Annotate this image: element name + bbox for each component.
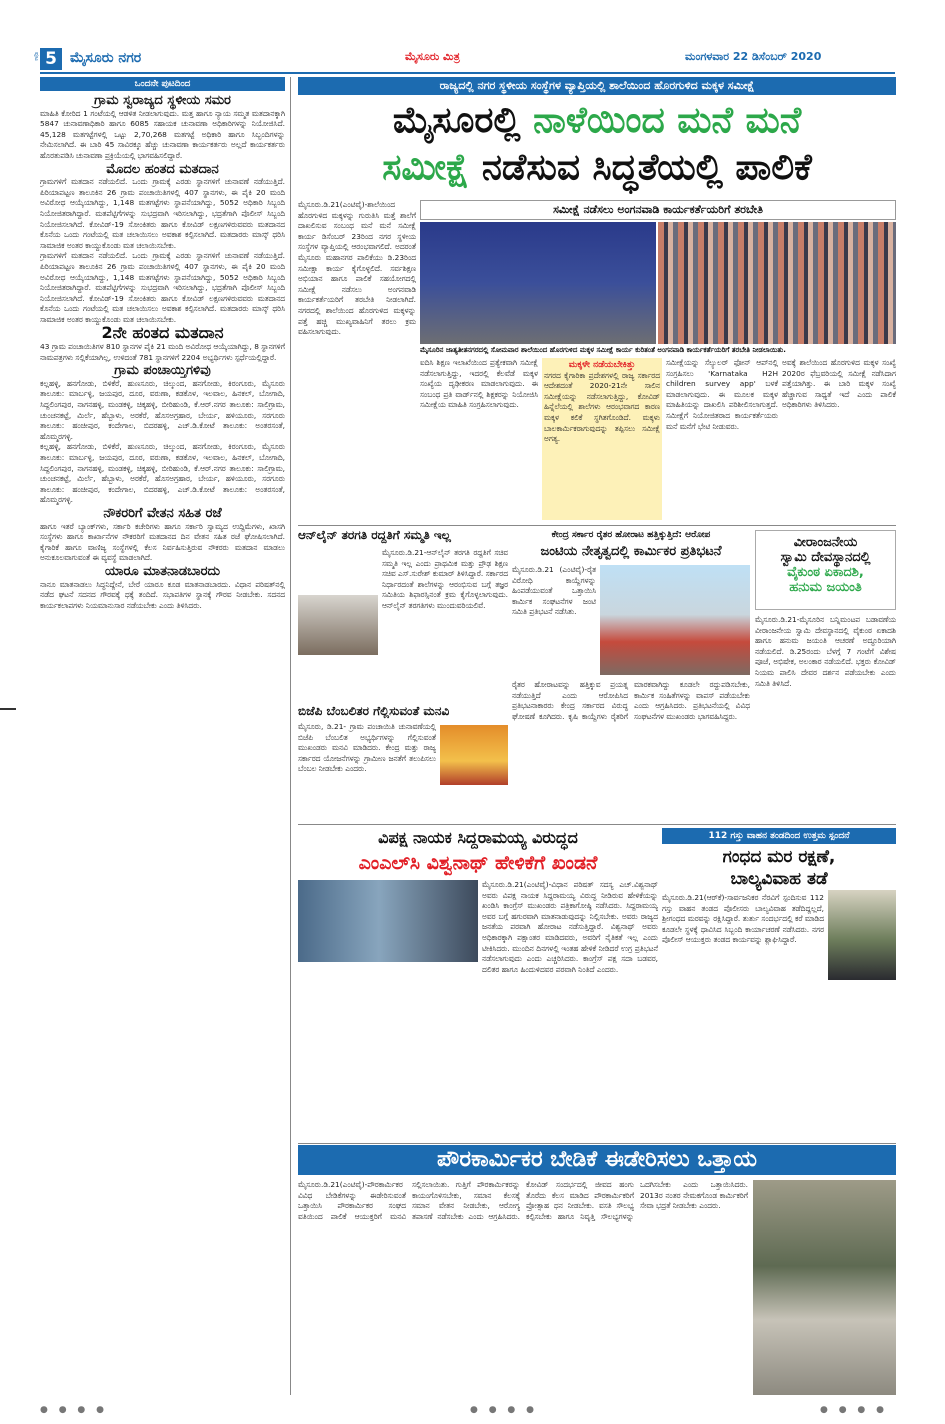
left-paragraph-5: ಹಾಗೂ ಇತರೆ ಬ್ಯಾಂಕ್‌ಗಳು, ಸರ್ಕಾರಿ ಕಚೇರಿಗಳು ಹಾಗೂ ಸರ್ಕಾರಿ ಸ್ವಾಮ್ಯದ ಉದ್ದಿಮೆಗಳು, ಖಾಸಗಿ ಸಂಸ್ಥೆಗಳು ಹಾಗೂ ಕಾರ್ಖಾನೆಗಳ ನೌಕರರಿಗೆ ಮತದಾನದ ದಿನ ವೇತನ ಸಹಿತ ರಜೆ ಘೋಷಿಸಲಾಗಿದೆ. ಕೈಗಾರಿಕೆ ಹಾಗೂ ವಾಣಿಜ್ಯ ಸಂಸ್ಥೆಗಳಲ್ಲಿ ಕೆಲಸ ನಿರ್ವಹಿಸುತ್ತಿರುವ ನೌಕರರು ಮತದಾನ ಮಾಡಲು ಅನುಕೂಲವಾಗುವಂತೆ ಈ ವ್ಯವಸ್ಥೆ ಮಾಡಲಾಗಿದೆ.: [40, 521, 285, 563]
left-heading-1: ಗ್ರಾಮ ಸ್ವರಾಜ್ಯದ ಸ್ಥಳೀಯ ಸಮರ: [94, 93, 231, 108]
registration-marks-center: ● ● ● ●: [470, 1405, 538, 1415]
training-photo-stage: [420, 222, 656, 344]
section-rule-2: [298, 824, 896, 825]
lead-body-col3: ಸಮೀಕ್ಷೆಯನ್ನು ಸೆಲ್ಯುಲರ್ ಫೋನ್ ಆಪ್‌ನಲ್ಲಿ ಸಂಗ್ರಹಿಸಲು 'Karnataka H2H children survey app' ಬಳಕೆ ಮಾಡಲಾಗುವುದು. ಈ ಮೂಲಕ ಮಕ್ಕಳ ಮಾಹಿತಿಯನ್ನು ದಾಖಲಿಸಿ ಪರಿಶೀಲಿಸಲಾಗುತ್ತದೆ. ಸಮೀಕ್ಷೆಗೆ ನಿಯೋಜಿತರಾದ ಕಾರ್ಯಕರ್ತೆಯರು ಮನೆ ಮನೆಗೆ ಭೇಟಿ ನೀಡುವರು.: [666, 358, 778, 431]
left-heading-2: ಮೊದಲ ಹಂತದ ಮತದಾನ: [106, 161, 219, 177]
temple-headline-line2: ಸ್ವಾಮಿ ದೇವಸ್ಥಾನದಲ್ಲಿ: [780, 550, 871, 565]
police-kicker: 112 ಗಸ್ತು ವಾಹನ ತಂಡದಿಂದ ಉತ್ತಮ ಸ್ಪಂದನೆ: [662, 828, 896, 844]
online-class-body: ಮೈಸೂರು.ಡಿ.21-ಆನ್‌ಲೈನ್ ತರಗತಿ ರದ್ದತಿಗೆ ಸಚಿವ ಸಮ್ಮತಿ ಇಲ್ಲ ಎಂದು ಪ್ರಾಥಮಿಕ ಮತ್ತು ಪ್ರೌಢ ಶಿಕ್ಷಣ ಸಚಿವ ಎಸ್.ಸುರೇಶ್ ಕುಮಾರ್ ತಿಳಿಸಿದ್ದಾರೆ. ಸರ್ಕಾರದ ನಿರ್ಧಾರದಂತೆ ಶಾಲೆಗಳನ್ನು ಆರಂಭಿಸುವ ಬಗ್ಗೆ ತಜ್ಞರ ಸಮಿತಿಯ ಶಿಫಾರಸ್ಸಿನಂತೆ ಕ್ರಮ ಕೈಗೊಳ್ಳಲಾಗುವುದು. ಆನ್‌ಲೈನ್ ತರಗತಿಗಳು ಮುಂದುವರಿಯಲಿವೆ.: [382, 548, 508, 610]
lead-kicker: ರಾಜ್ಯದಲ್ಲಿ ನಗರ ಸ್ಥಳೀಯ ಸಂಸ್ಥೆಗಳ ವ್ಯಾಪ್ತಿಯಲ್ಲಿ ಶಾಲೆಯಿಂದ ಹೊರಗುಳಿದ ಮಕ್ಕಳ ಸಮೀಕ್ಷೆ: [298, 77, 896, 95]
police-body: ಮೈಸೂರು.ಡಿ.21(ಆರ್‌ಕೆ)-ಸಾರ್ವಜನಿಕರ ನೆರವಿಗೆ ಸ್ಪಂದಿಸುವ 112 ಗಸ್ತು ವಾಹನ ತಂಡದ ಪೊಲೀಸರು ಬಾಲ್ಯವಿವಾಹ ತಡೆದಿದ್ದಲ್ಲದೆ, ಶ್ರೀಗಂಧದ ಮರವನ್ನು ರಕ್ಷಿಸಿದ್ದಾರೆ. ತುರ್ತು ಸಂದರ್ಭದಲ್ಲಿ ಕರೆ ಮಾಡಿದ ಕೂಡಲೇ ಸ್ಥಳಕ್ಕೆ ಧಾವಿಸಿದ ಸಿಬ್ಬಂದಿ ಕಾರ್ಯಾಚರಣೆ ನಡೆಸಿದರು. ನಗರ ಪೊಲೀಸ್ ಆಯುಕ್ತರು ತಂಡದ ಕಾರ್ಯವನ್ನು ಶ್ಲಾಘಿಸಿದ್ದಾರೆ.: [662, 893, 824, 945]
protest-photo: [600, 565, 750, 675]
bjp-leader-photo: [440, 725, 508, 785]
section-title: ಮೈಸೂರು ನಗರ: [70, 50, 142, 66]
masthead: ಮೈಸೂರು ಮಿತ್ರ: [405, 50, 460, 63]
lead-body-col4: ಅವಕ್ಕೆ ಶಾಲೆಯಿಂದ ಹೊರಗುಳಿದ ಮಕ್ಕಳ ಸಂಖ್ಯೆ 2020ರ ಫೆಬ್ರವರಿಯಲ್ಲಿ ಸಮೀಕ್ಷೆ ನಡೆಸಿದಾಗ ಪತ್ತೆಯಾಗಿತ್ತು. ಈ ಬಾರಿ ಮಕ್ಕಳ ಸಂಖ್ಯೆ ಹೆಚ್ಚಾಗುವ ಸಾಧ್ಯತೆ ಇದೆ ಎಂದು ಪಾಲಿಕೆ ಅಧಿಕಾರಿಗಳು ತಿಳಿಸಿದರು.: [782, 358, 896, 410]
pourakarmika-headline: ಪೌರಕಾರ್ಮಿಕರ ಬೇಡಿಕೆ ಈಡೇರಿಸಲು ಒತ್ತಾಯ: [298, 1145, 896, 1175]
lead-sidebar-box: [542, 358, 662, 520]
lead-headline-2b: ನಡೆಸುವ ಸಿದ್ಧತೆಯಲ್ಲಿ ಪಾಲಿಕೆ: [469, 147, 812, 188]
left-paragraph-1: ಮಾಹಿತಿ ಕೋರಿದ 1 ಗಂಟೆಯಲ್ಲಿ ಆಡಳಿತ ನೀಡಲಾಗುವುದು. ಮತ್ತ ಹಾಗೂ ನ್ಯಾಯ ಸಮ್ಮತ ಮತದಾನಕ್ಕಾಗಿ 5847 ಚುನಾವಣಾಧಿಕಾರಿ ಹಾಗೂ 6085 ಸಹಾಯಕ ಚುನಾವಣಾ ಅಧಿಕಾರಿಗಳನ್ನು ನಿಯೋಜಿಸಿದೆ. 45,128 ಮತಗಟ್ಟೆಗಳಲ್ಲಿ ಒಟ್ಟು 2,70,268 ಮತಗಟ್ಟೆ ಅಧಿಕಾರಿ ಹಾಗೂ ಸಿಬ್ಬಂದಿಗಳನ್ನು ನೇಮಿಸಲಾಗಿದೆ. ಈ ಬಾರಿ 45 ಸಾವಿರಕ್ಕೂ ಹೆಚ್ಚು ಚುನಾವಣಾ ಕಾರ್ಯಕರ್ತರು ಅಲ್ಲದೆ ಕಾರ್ಯಕರ್ತರು ಹೊರತುಪಡಿಸಿ ಚುನಾವಣಾ ಪ್ರಕ್ರಿಯೆಯಲ್ಲಿ ಭಾಗವಹಿಸಲಿದ್ದಾರೆ.: [40, 108, 285, 160]
lead-subhead: ಸಮೀಕ್ಷೆ ನಡೆಸಲು ಅಂಗನವಾಡಿ ಕಾರ್ಯಕರ್ತೆಯರಿಗೆ ತರಬೇತಿ: [420, 200, 896, 220]
pourakarmika-body: ಮೈಸೂರು.ಡಿ.21(ಎಂಟಿವೈ)-ಪೌರಕಾರ್ಮಿಕರ ವಿವಿಧ ಬೇಡಿಕೆಗಳನ್ನು ಈಡೇರಿಸುವಂತೆ ಒತ್ತಾಯಿಸಿ ಪೌರಕಾರ್ಮಿಕರ ಸಂಘದ ವತಿಯಿಂದ ಪಾಲಿಕೆ ಆಯುಕ್ತರಿಗೆ ಮನವಿ ಸಲ್ಲಿಸಲಾಯಿತು. ಗುತ್ತಿಗೆ ಪೌರಕಾರ್ಮಿಕರನ್ನು ಕಾಯಂಗೊಳಿಸಬೇಕು, ಸಮಾನ ಕೆಲಸಕ್ಕೆ ಸಮಾನ ವೇತನ ನೀಡಬೇಕು, ಆರೋಗ್ಯ ತಪಾಸಣೆ ನಡೆಸಬೇಕು ಎಂದು ಆಗ್ರಹಿಸಿದರು. ಕೋವಿಡ್ ಸಂದರ್ಭದಲ್ಲಿ ಜೀವದ ಹಂಗು ತೊರೆದು ಕೆಲಸ ಮಾಡಿದ ಪೌರಕಾರ್ಮಿಕರಿಗೆ ಪ್ರೋತ್ಸಾಹ ಧನ ನೀಡಬೇಕು. ವಸತಿ ಸೌಲಭ್ಯ ಕಲ್ಪಿಸಬೇಕು ಹಾಗೂ ನಿವೃತ್ತಿ ಸೌಲಭ್ಯಗಳನ್ನು ಒದಗಿಸಬೇಕು ಎಂದು ಒತ್ತಾಯಿಸಿದರು. 2013ರ ನಂತರ ನೇಮಕಗೊಂಡ ಕಾರ್ಮಿಕರಿಗೆ ಸೇವಾ ಭದ್ರತೆ ನೀಡಬೇಕು ಎಂದರು.: [298, 1180, 748, 1221]
dateline: ಮಂಗಳವಾರ 22 ಡಿಸೆಂಬರ್ 2020: [685, 50, 822, 63]
police-officer-photo: [828, 890, 896, 980]
temple-body: ಮೈಸೂರು.ಡಿ.21-ಮೈಸೂರಿನ ಬನ್ನಿಮಂಟಪ ಬಡಾವಣೆಯ ವೀರಾಂಜನೇಯ ಸ್ವಾಮಿ ದೇವಸ್ಥಾನದಲ್ಲಿ ವೈಕುಂಠ ಏಕಾದಶಿ ಹಾಗೂ ಹನುಮ ಜಯಂತಿ ಆಚರಣೆ ಅದ್ಧೂರಿಯಾಗಿ ನಡೆಯಲಿದೆ. ಡಿ.25ರಂದು ಬೆಳಗ್ಗೆ 7 ಗಂಟೆಗೆ ವಿಶೇಷ ಪೂಜೆ, ಅಭಿಷೇಕ, ಅಲಂಕಾರ ನಡೆಯಲಿದೆ. ಭಕ್ತರು ಕೋವಿಡ್ ನಿಯಮ ಪಾಲಿಸಿ ದೇವರ ದರ್ಶನ ಪಡೆಯಬೇಕು ಎಂದು ಸಮಿತಿ ತಿಳಿಸಿದೆ.: [755, 615, 896, 688]
left-heading-5: ನೌಕರರಿಗೆ ವೇತನ ಸಹಿತ ರಜೆ: [103, 505, 222, 521]
protest-body: ರೈತರ ಹೋರಾಟವನ್ನು ಹತ್ತಿಕ್ಕುವ ಪ್ರಯತ್ನ ನಡೆಯುತ್ತಿದೆ ಎಂದು ಆರೋಪಿಸಿದ ಪ್ರತಿಭಟನಾಕಾರರು ಕೇಂದ್ರ ಸರ್ಕಾರದ ವಿರುದ್ಧ ಘೋಷಣೆ ಕೂಗಿದರು. ಕೃಷಿ ಕಾಯ್ದೆಗಳು ರೈತರಿಗೆ ಮಾರಕವಾಗಿದ್ದು ಕೂಡಲೇ ರದ್ದುಪಡಿಸಬೇಕು, ಕಾರ್ಮಿಕ ಸಂಹಿತೆಗಳನ್ನು ವಾಪಸ್ ಪಡೆಯಬೇಕು ಎಂದು ಆಗ್ರಹಿಸಿದರು. ಪ್ರತಿಭಟನೆಯಲ್ಲಿ ವಿವಿಧ ಸಂಘಟನೆಗಳ ಮುಖಂಡರು ಭಾಗವಹಿಸಿದ್ದರು.: [512, 680, 750, 721]
protest-kicker: ಕೇಂದ್ರ ಸರ್ಕಾರ ರೈತರ ಹೋರಾಟ ಹತ್ತಿಕ್ಕುತ್ತಿದೆ: ಆರೋಪ: [551, 530, 711, 540]
temple-headline-line3: ವೈಕುಂಠ ಏಕಾದಶಿ,: [787, 565, 864, 580]
lead-headline-1b: ನಾಳೆಯಿಂದ ಮನೆ ಮನೆ: [533, 100, 802, 141]
left-heading-6: ಯಾರೂ ಮಾತನಾಡಬಾರದು: [104, 563, 221, 579]
page-number: 5: [40, 48, 62, 70]
bjp-appeal-headline: ಬಿಜೆಪಿ ಬೆಂಬಲಿತರ ಗೆಲ್ಲಿಸುವಂತೆ ಮನವಿ: [298, 704, 450, 718]
page-label: ಪುಟ: [33, 52, 40, 61]
opposition-body: ಮೈಸೂರು.ಡಿ.21(ಎಂಟಿವೈ)-ವಿಧಾನ ಪರಿಷತ್ ಸದಸ್ಯ ಎಚ್.ವಿಶ್ವನಾಥ್ ಅವರು ವಿಪಕ್ಷ ನಾಯಕ ಸಿದ್ದರಾಮಯ್ಯ ವಿರುದ್ಧ ನೀಡಿರುವ ಹೇಳಿಕೆಯನ್ನು ಖಂಡಿಸಿ ಕಾಂಗ್ರೆಸ್ ಮುಖಂಡರು ಪತ್ರಿಕಾಗೋಷ್ಠಿ ನಡೆಸಿದರು. ಸಿದ್ದರಾಮಯ್ಯ ಅವರ ಬಗ್ಗೆ ಹಗುರವಾಗಿ ಮಾತನಾಡುವುದನ್ನು ನಿಲ್ಲಿಸಬೇಕು. ಅವರು ರಾಜ್ಯದ ಜನತೆಯ ಪರವಾಗಿ ಹೋರಾಟ ನಡೆಸುತ್ತಿದ್ದಾರೆ. ವಿಶ್ವನಾಥ್ ಅವರು ಅಧಿಕಾರಕ್ಕಾಗಿ ಪಕ್ಷಾಂತರ ಮಾಡಿದವರು, ಅವರಿಗೆ ನೈತಿಕತೆ ಇಲ್ಲ ಎಂದು ಟೀಕಿಸಿದರು. ಮುಂದಿನ ದಿನಗಳಲ್ಲಿ ಇಂತಹ ಹೇಳಿಕೆ ನೀಡಿದರೆ ಉಗ್ರ ಪ್ರತಿಭಟನೆ ನಡೆಸಲಾಗುವುದು ಎಂದು ಎಚ್ಚರಿಸಿದರು. ಕಾಂಗ್ರೆಸ್ ಪಕ್ಷ ಸದಾ ಬಡವರ, ದಲಿತರ ಹಾಗೂ ಹಿಂದುಳಿದವರ ಪರವಾಗಿ ನಿಂತಿದೆ ಎಂದರು.: [482, 880, 658, 974]
street-sweeper-photo: [753, 1180, 896, 1395]
lead-headline-2a: ಸಮೀಕ್ಷೆ: [382, 147, 470, 188]
police-headline-1: ಗಂಧದ ಮರ ರಕ್ಷಣೆ,: [722, 847, 836, 867]
protest-body-intro: ಮೈಸೂರು.ಡಿ.21 (ಎಂಟಿವೈ)-ರೈತ ವಿರೋಧಿ ಕಾಯ್ದೆಗಳನ್ನು ಹಿಂಪಡೆಯುವಂತೆ ಒತ್ತಾಯಿಸಿ ಕಾರ್ಮಿಕ ಸಂಘಟನೆಗಳ ಜಂಟಿ ಸಮಿತಿ ಪ್ರತಿಭಟನೆ ನಡೆಸಿತು.: [512, 565, 596, 617]
lead-body-col1: ಮೈಸೂರು.ಡಿ.21(ಎಂಟಿವೈ)-ಶಾಲೆಯಿಂದ ಹೊರಗುಳಿದ ಮಕ್ಕಳನ್ನು ಗುರುತಿಸಿ ಮತ್ತೆ ಶಾಲೆಗೆ ದಾಖಲಿಸುವ ಸಂಬಂಧ ಮನೆ ಮನೆ ಸಮೀಕ್ಷೆ ಕಾರ್ಯ ಡಿಸೆಂಬರ್ 23ರಿಂದ ನಗರ ಸ್ಥಳೀಯ ಸಂಸ್ಥೆಗಳ ವ್ಯಾಪ್ತಿಯಲ್ಲಿ ಆರಂಭವಾಗಲಿದೆ. ಅದರಂತೆ ಮೈಸೂರು ಮಹಾನಗರ ಪಾಲಿಕೆಯು ಡಿ.23ರಿಂದ ಸಮೀಕ್ಷಾ ಕಾರ್ಯ ಕೈಗೊಳ್ಳಲಿದೆ. ಸರ್ವಶಿಕ್ಷಣ ಅಭಿಯಾನ ಹಾಗೂ ಪಾಲಿಕೆ ಸಹಯೋಗದಲ್ಲಿ ಸಮೀಕ್ಷೆ ನಡೆಸಲು ಅಂಗನವಾಡಿ ಕಾರ್ಯಕರ್ತೆಯರಿಗೆ ತರಬೇತಿ ನೀಡಲಾಗಿದೆ. ನಗರದಲ್ಲಿ ಶಾಲೆಯಿಂದ ಹೊರಗುಳಿದ ಮಕ್ಕಳನ್ನು ಪತ್ತೆ ಹಚ್ಚಿ ಮುಖ್ಯವಾಹಿನಿಗೆ ತರಲು ಕ್ರಮ ವಹಿಸಲಾಗುವುದು.: [298, 200, 416, 337]
continued-banner: ಒಂದನೇ ಪುಟದಿಂದ: [40, 77, 285, 91]
left-heading-4: ಗ್ರಾಮ ಪಂಚಾಯ್ತಿಗಳಿವು: [114, 363, 211, 379]
lead-photo-caption: ಮೈಸೂರಿನ ಜಾತ್ಯತೀತನಗರದಲ್ಲಿ ಸೋಮವಾರ ಶಾಲೆಯಿಂದ ಹೊರಗುಳಿದ ಮಕ್ಕಳ ಸಮೀಕ್ಷೆ ಕಾರ್ಯ ಕುರಿತಂತೆ ಅಂಗನವಾಡಿ ಕಾರ್ಯಕರ್ತೆಯರಿಗೆ ತರಬೇತಿ ನೀಡಲಾಯಿತು.: [420, 346, 786, 354]
temple-headline-box: [755, 530, 896, 610]
police-headline-2: ಬಾಲ್ಯವಿವಾಹ ತಡೆ: [730, 869, 828, 889]
opposition-headline-1: ವಿಪಕ್ಷ ನಾಯಕ ಸಿದ್ದರಾಮಯ್ಯ ವಿರುದ್ಧದ: [378, 828, 578, 847]
left-paragraph-3: 43 ಗ್ರಾಮ ಪಂಚಾಯಿತಿಗಳ 810 ಸ್ಥಾನಗಳ ಪೈಕಿ 21 ಮಂದಿ ಅವಿರೋಧ ಆಯ್ಕೆಯಾಗಿದ್ದು, 8 ಸ್ಥಾನಗಳಿಗೆ ನಾಮಪತ್ರಗಳು ಸಲ್ಲಿಕೆಯಾಗಿಲ್ಲ, ಉಳಿದಂತೆ 781 ಸ್ಥಾನಗಳಿಗೆ 2204 ಅಭ್ಯರ್ಥಿಗಳು ಸ್ಪರ್ಧೆಯಲ್ಲಿದ್ದಾರೆ.: [40, 342, 285, 362]
registration-marks-right: ● ● ● ●: [820, 1405, 888, 1415]
sidebar-box-title: ಮಕ್ಕಳೇ ನಡೆಯಬೇಕಿತ್ತು: [568, 360, 636, 370]
left-column: [40, 93, 285, 1395]
sidebar-box-text: ನಗರದ ಕೈಗಾರಿಕಾ ಪ್ರದೇಶಗಳಲ್ಲಿ ರಾಜ್ಯ ಸರ್ಕಾರದ ಆದೇಶದಂತೆ 2020-21ನೇ ಸಾಲಿನ ಸಮೀಕ್ಷೆಯನ್ನು ನಡೆಸಲಾಗುತ್ತಿದ್ದು, ಕೋವಿಡ್ ಹಿನ್ನೆಲೆಯಲ್ಲಿ ಶಾಲೆಗಳು ಆರಂಭವಾಗದ ಕಾರಣ ಮಕ್ಕಳ ಕಲಿಕೆ ಸ್ಥಗಿತಗೊಂಡಿದೆ. ಮಕ್ಕಳು ಬಾಲಕಾರ್ಮಿಕರಾಗುವುದನ್ನು ತಪ್ಪಿಸಲು ಸಮೀಕ್ಷೆ ಅಗತ್ಯ.: [544, 370, 660, 444]
opposition-headline-2: ಎಂಎಲ್‌ಸಿ ವಿಶ್ವನಾಥ್ ಹೇಳಿಕೆಗೆ ಖಂಡನೆ: [358, 852, 598, 874]
training-photo-audience: [658, 222, 896, 344]
press-meet-photo: [298, 880, 478, 962]
left-heading-3: 2ನೇ ಹಂತದ ಮತದಾನ: [101, 323, 224, 343]
left-paragraph-2: ಗ್ರಾಮಗಳಿಗೆ ಮತದಾನ ನಡೆಯಲಿದೆ. ಒಂದು ಗ್ರಾಮಕ್ಕೆ ಎರಡು ಸ್ಥಾನಗಳಿಗೆ ಚುನಾವಣೆ ನಡೆಯುತ್ತಿದೆ. ಪಿರಿಯಾಪಟ್ಟಣ ತಾಲೂಕಿನ 26 ಗ್ರಾಮ ಪಂಚಾಯಿತಿಗಳಲ್ಲಿ 407 ಸ್ಥಾನಗಳು, ಈ ಪೈಕಿ 20 ಮಂದಿ ಅವಿರೋಧ ಆಯ್ಕೆಯಾಗಿದ್ದು, 1,148 ಮತಗಟ್ಟೆಗಳು ಸ್ಥಾಪನೆಯಾಗಿದ್ದು, 5052 ಅಧಿಕಾರಿ ಸಿಬ್ಬಂದಿ ನಿಯೋಜಿತರಾಗಿದ್ದಾರೆ. ಮತಪೆಟ್ಟಿಗೆಗಳನ್ನು ಸುಭದ್ರವಾಗಿ ಇರಿಸಲಾಗಿದ್ದು, ಭದ್ರತೆಗಾಗಿ ಪೊಲೀಸ್ ಸಿಬ್ಬಂದಿ ನಿಯೋಜಿಸಲಾಗಿದೆ. ಕೋವಿಡ್-19 ಸೋಂಕಿತರು ಹಾಗೂ ಕೋವಿಡ್ ಲಕ್ಷಣಗಳಿರುವವರು ಮತದಾನದ ಕೊನೆಯ ಒಂದು ಗಂಟೆಯಲ್ಲಿ ಮತ ಚಲಾಯಿಸಲು ಅವಕಾಶ ಕಲ್ಪಿಸಲಾಗಿದೆ. ಮತದಾರರು ಮಾಸ್ಕ್ ಧರಿಸಿ ಸಾಮಾಜಿಕ ಅಂತರ ಕಾಯ್ದುಕೊಂಡು ಮತ ಚಲಾಯಿಸಬೇಕು.: [40, 177, 285, 250]
section-rule: [298, 525, 896, 526]
column-divider: [290, 77, 291, 1395]
bjp-appeal-body: ಮೈಸೂರು, ಡಿ.21- ಗ್ರಾಮ ಪಂಚಾಯಿತಿ ಚುನಾವಣೆಯಲ್ಲಿ ಬಿಜೆಪಿ ಬೆಂಬಲಿತ ಅಭ್ಯರ್ಥಿಗಳನ್ನು ಗೆಲ್ಲಿಸುವಂತೆ ಮುಖಂಡರು ಮನವಿ ಮಾಡಿದರು. ಕೇಂದ್ರ ಮತ್ತು ರಾಜ್ಯ ಸರ್ಕಾರದ ಯೋಜನೆಗಳನ್ನು ಗ್ರಾಮೀಣ ಜನತೆಗೆ ತಲುಪಿಸಲು ಬೆಂಬಲ ನೀಡಬೇಕು ಎಂದರು.: [298, 722, 436, 774]
registration-marks-left: ● ● ● ●: [40, 1405, 108, 1415]
protest-headline: ಜಂಟಿಯ ನೇತೃತ್ವದಲ್ಲಿ ಕಾರ್ಮಿಕರ ಪ್ರತಿಭಟನೆ: [540, 544, 722, 559]
lead-body-col2: ಐದಿಸಿ ಶಿಕ್ಷಣ ಇಲಾಖೆಯಿಂದ ಪ್ರತ್ಯೇಕವಾಗಿ ಸಮೀಕ್ಷೆ ನಡೆಸಲಾಗುತ್ತಿದ್ದು, ಇದರಲ್ಲಿ ಕೆಲವೆಡೆ ಮಕ್ಕಳ ಸಂಖ್ಯೆಯ ದೃಢೀಕರಣ ಮಾಡಲಾಗುವುದು. ಈ ಸಂಬಂಧ ಪ್ರತಿ ವಾರ್ಡ್‌ನಲ್ಲಿ ಶಿಕ್ಷಕರನ್ನು ನಿಯೋಜಿಸಿ ಸಮೀಕ್ಷೆಯ ಮಾಹಿತಿ ಸಂಗ್ರಹಿಸಲಾಗುವುದು.: [420, 358, 538, 410]
left-paragraph-4: ಕಲ್ಲಹಳ್ಳಿ, ಹನಗೋಡು, ಬಿಳಿಕೆರೆ, ಹುಣಸೂರು, ಚಿಲ್ಕುಂದ, ಹನಗೋಡು, ಕಿರಂಗೂರು, ಮೈಸೂರು ತಾಲೂಕು: ಮಾರ್ಬಳ್ಳಿ, ಜಯಪುರ, ದೂರ, ವರುಣಾ, ಕಡಕೊಳ, ಇಲವಾಲ, ಹಿನಕಲ್, ಬೋಗಾದಿ, ಸಿದ್ದಲಿಂಗಪುರ, ನಾಗನಹಳ್ಳಿ, ಮಂಡಕಳ್ಳಿ, ಚಿಕ್ಕಹಳ್ಳಿ, ಬೀರಿಹುಂಡಿ, ಕೆ.ಆರ್.ನಗರ ತಾಲೂಕು: ಸಾಲಿಗ್ರಾಮ, ಚುಂಚನಕಟ್ಟೆ, ಮಿರ್ಲೆ, ಹೆಬ್ಬಾಳು, ಅರಕೆರೆ, ಹೊಸಅಗ್ರಹಾರ, ಬೇರ್ಯ, ಹಳಿಯೂರು, ಸರಗೂರು ತಾಲೂಕು: ಹಂಚೀಪುರ, ಕಂದೇಗಾಲ, ಬಿದರಹಳ್ಳಿ, ಎಚ್.ಡಿ.ಕೋಟೆ ತಾಲೂಕು: ಅಂತರಸಂತೆ, ಹೊಮ್ಮರಗಳ್ಳಿ.: [40, 378, 285, 441]
minister-photo: [298, 595, 378, 655]
header-rule: [40, 72, 895, 74]
left-paragraph-2b: ಗ್ರಾಮಗಳಿಗೆ ಮತದಾನ ನಡೆಯಲಿದೆ. ಒಂದು ಗ್ರಾಮಕ್ಕೆ ಎರಡು ಸ್ಥಾನಗಳಿಗೆ ಚುನಾವಣೆ ನಡೆಯುತ್ತಿದೆ. ಪಿರಿಯಾಪಟ್ಟಣ ತಾಲೂಕಿನ 26 ಗ್ರಾಮ ಪಂಚಾಯಿತಿಗಳಲ್ಲಿ 407 ಸ್ಥಾನಗಳು, ಈ ಪೈಕಿ 20 ಮಂದಿ ಅವಿರೋಧ ಆಯ್ಕೆಯಾಗಿದ್ದು, 1,148 ಮತಗಟ್ಟೆಗಳು ಸ್ಥಾಪನೆಯಾಗಿದ್ದು, 5052 ಅಧಿಕಾರಿ ಸಿಬ್ಬಂದಿ ನಿಯೋಜಿತರಾಗಿದ್ದಾರೆ. ಮತಪೆಟ್ಟಿಗೆಗಳನ್ನು ಸುಭದ್ರವಾಗಿ ಇರಿಸಲಾಗಿದ್ದು, ಭದ್ರತೆಗಾಗಿ ಪೊಲೀಸ್ ಸಿಬ್ಬಂದಿ ನಿಯೋಜಿಸಲಾಗಿದೆ. ಕೋವಿಡ್-19 ಸೋಂಕಿತರು ಹಾಗೂ ಕೋವಿಡ್ ಲಕ್ಷಣಗಳಿರುವವರು ಮತದಾನದ ಕೊನೆಯ ಒಂದು ಗಂಟೆಯಲ್ಲಿ ಮತ ಚಲಾಯಿಸಲು ಅವಕಾಶ ಕಲ್ಪಿಸಲಾಗಿದೆ. ಮತದಾರರು ಮಾಸ್ಕ್ ಧರಿಸಿ ಸಾಮಾಜಿಕ ಅಂತರ ಕಾಯ್ದುಕೊಂಡು ಮತ ಚಲಾಯಿಸಬೇಕು.: [40, 251, 285, 324]
margin-mark: [0, 708, 16, 710]
online-class-headline: ಆನ್‌ಲೈನ್ ತರಗತಿ ರದ್ದತಿಗೆ ಸಮ್ಮತಿ ಇಲ್ಲ: [298, 528, 451, 542]
police-headline: [662, 846, 896, 890]
temple-headline-line1: ವೀರಾಂಜನೇಯ: [793, 535, 858, 550]
lead-headline-line1: [298, 99, 896, 143]
left-paragraph-4b: ಕಲ್ಲಹಳ್ಳಿ, ಹನಗೋಡು, ಬಿಳಿಕೆರೆ, ಹುಣಸೂರು, ಚಿಲ್ಕುಂದ, ಹನಗೋಡು, ಕಿರಂಗೂರು, ಮೈಸೂರು ತಾಲೂಕು: ಮಾರ್ಬಳ್ಳಿ, ಜಯಪುರ, ದೂರ, ವರುಣಾ, ಕಡಕೊಳ, ಇಲವಾಲ, ಹಿನಕಲ್, ಬೋಗಾದಿ, ಸಿದ್ದಲಿಂಗಪುರ, ನಾಗನಹಳ್ಳಿ, ಮಂಡಕಳ್ಳಿ, ಚಿಕ್ಕಹಳ್ಳಿ, ಬೀರಿಹುಂಡಿ, ಕೆ.ಆರ್.ನಗರ ತಾಲೂಕು: ಸಾಲಿಗ್ರಾಮ, ಚುಂಚನಕಟ್ಟೆ, ಮಿರ್ಲೆ, ಹೆಬ್ಬಾಳು, ಅರಕೆರೆ, ಹೊಸಅಗ್ರಹಾರ, ಬೇರ್ಯ, ಹಳಿಯೂರು, ಸರಗೂರು ತಾಲೂಕು: ಹಂಚೀಪುರ, ಕಂದೇಗಾಲ, ಬಿದರಹಳ್ಳಿ, ಎಚ್.ಡಿ.ಕೋಟೆ ತಾಲೂಕು: ಅಂತರಸಂತೆ, ಹೊಮ್ಮರಗಳ್ಳಿ.: [40, 442, 285, 505]
left-paragraph-6: ನಾನೂ ಮಾತನಾಡಲು ಸಿದ್ಧನಿದ್ದೇನೆ, ಬೇರೆ ಯಾರೂ ಕೂಡ ಮಾತನಾಡಬಾರದು. ವಿಧಾನ ಪರಿಷತ್‌ನಲ್ಲಿ ನಡೆದ ಘಟನೆ ಸದನದ ಗೌರವಕ್ಕೆ ಧಕ್ಕೆ ತಂದಿದೆ. ಸಭಾಪತಿಗಳ ಸ್ಥಾನಕ್ಕೆ ಗೌರವ ನೀಡಬೇಕು. ಸದನದ ಕಾರ್ಯಕಲಾಪಗಳು ನಿಯಮಾನುಸಾರ ನಡೆಯಬೇಕು ಎಂದು ತಿಳಿಸಿದರು.: [40, 579, 285, 610]
lead-headline-line2: [298, 146, 896, 190]
temple-headline-line4: ಹನುಮ ಜಯಂತಿ: [789, 580, 862, 595]
section-rule-3: [298, 1143, 896, 1144]
lead-headline-1a: ಮೈಸೂರಲ್ಲಿ: [392, 100, 534, 141]
